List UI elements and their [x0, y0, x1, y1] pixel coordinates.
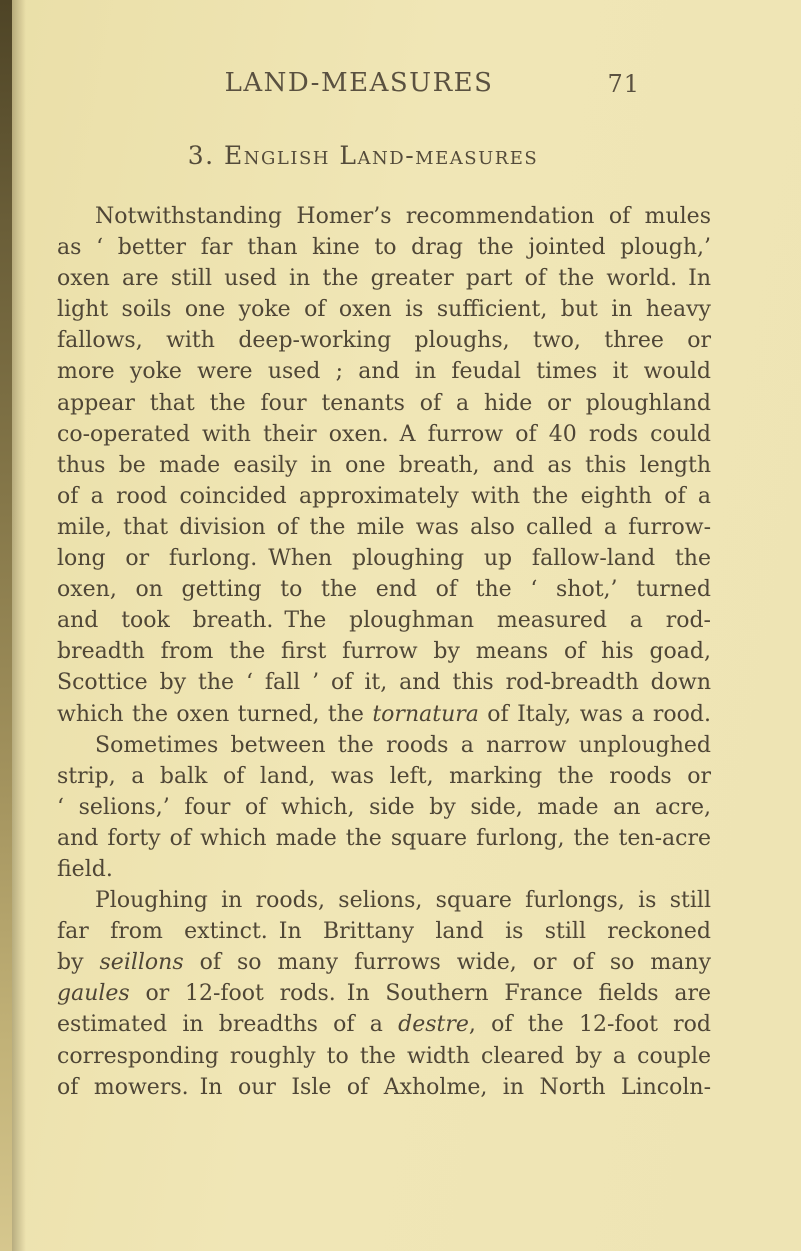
text-segment: mile, that division of the mile was also called a furrow- — [57, 514, 711, 540]
text-line — [57, 792, 711, 823]
text-line — [57, 263, 711, 294]
text-line — [57, 481, 711, 512]
text-segment: corresponding roughly to the width cleared by a couple — [57, 1043, 711, 1069]
text-line — [57, 512, 711, 543]
page-number: 71 — [607, 70, 640, 98]
text-line — [57, 294, 711, 325]
text-segment: long or furlong. When ploughing up fallow-land the — [57, 546, 711, 572]
text-line — [57, 667, 711, 698]
text-line — [57, 201, 711, 232]
text-segment: Sometimes between the roods a narrow unploughed — [95, 732, 711, 758]
text-segment: which the oxen turned, the — [57, 701, 373, 727]
text-segment: of a rood coincided approximately with the eighth of a — [57, 483, 711, 509]
text-line — [57, 854, 711, 885]
text-line — [57, 605, 711, 636]
text-line — [57, 823, 711, 854]
text-segment: more yoke were used ; and in feudal times it would — [57, 359, 711, 385]
text-segment: ‘ selions,’ four of which, side by side, made an acre, — [57, 794, 711, 820]
page-edge-fade — [12, 0, 26, 1251]
text-line — [57, 543, 711, 574]
text-segment: thus be made easily in one breath, and as this length — [57, 452, 711, 478]
running-header — [57, 68, 711, 98]
text-line — [57, 916, 711, 947]
text-segment: and took breath. The ploughman measured a rod- — [57, 608, 711, 634]
text-segment: far from extinct. In Brittany land is still reckoned — [57, 919, 711, 945]
text-line — [57, 450, 711, 481]
text-line — [57, 885, 711, 916]
italic-term: tornatura — [372, 701, 479, 727]
text-line — [57, 978, 711, 1009]
text-line — [57, 232, 711, 263]
page-body — [57, 201, 711, 1103]
text-line — [57, 947, 711, 978]
italic-term: gaules — [57, 981, 130, 1007]
text-line — [57, 761, 711, 792]
running-head-title: LAND-MEASURES — [224, 68, 494, 98]
text-line — [57, 1041, 711, 1072]
text-line — [57, 325, 711, 356]
text-line — [57, 730, 711, 761]
italic-term: destre — [398, 1012, 469, 1038]
text-segment: breadth from the first furrow by means of his goad, — [57, 639, 711, 665]
text-segment: Ploughing in roods, selions, square furlongs, is still — [95, 888, 711, 914]
text-segment: field. — [57, 856, 113, 882]
paragraph — [57, 730, 711, 885]
text-segment: of mowers. In our Isle of Axholme, in North Lincoln- — [57, 1074, 711, 1100]
section-heading: 3. English Land-measures — [187, 141, 539, 170]
text-segment: appear that the four tenants of a hide or ploughland — [57, 390, 711, 416]
text-line — [57, 636, 711, 667]
text-segment: oxen, on getting to the end of the ‘ shot,’ turned — [57, 577, 711, 603]
text-segment: light soils one yoke of oxen is sufficient, but in heavy — [57, 297, 711, 323]
text-segment: oxen are still used in the greater part of the world. In — [57, 266, 711, 292]
text-segment: estimated in breadths of a — [57, 1012, 399, 1038]
text-segment: of Italy, was a rood. — [478, 701, 711, 727]
text-segment: Scottice by the ‘ fall ’ of it, and this rod-breadth down — [57, 670, 711, 696]
text-line — [57, 699, 711, 730]
text-segment: fallows, with deep-working ploughs, two, three or — [57, 328, 711, 354]
text-line — [57, 388, 711, 419]
text-line — [57, 419, 711, 450]
text-segment: or 12-foot rods. In Southern France fields are — [129, 981, 711, 1007]
paragraph — [57, 201, 711, 730]
text-line — [57, 574, 711, 605]
text-line — [57, 356, 711, 387]
text-segment: as ‘ better far than kine to drag the jointed plough,’ — [57, 235, 711, 261]
text-segment: strip, a balk of land, was left, marking the roods or — [57, 763, 711, 789]
text-line — [57, 1072, 711, 1103]
text-segment: co-operated with their oxen. A furrow of 40 rods could — [57, 421, 711, 447]
text-segment: and forty of which made the square furlong, the ten-acre — [57, 825, 711, 851]
text-line — [57, 1009, 711, 1040]
page-edge-shadow — [0, 0, 12, 1251]
text-segment: of so many furrows wide, or of so many — [183, 950, 711, 976]
italic-term: seillons — [99, 950, 184, 976]
text-segment: , of the 12-foot rod — [468, 1012, 711, 1038]
paragraph — [57, 885, 711, 1103]
text-segment: by — [57, 950, 100, 976]
text-segment: Notwithstanding Homer’s recommendation of mules — [95, 204, 711, 229]
